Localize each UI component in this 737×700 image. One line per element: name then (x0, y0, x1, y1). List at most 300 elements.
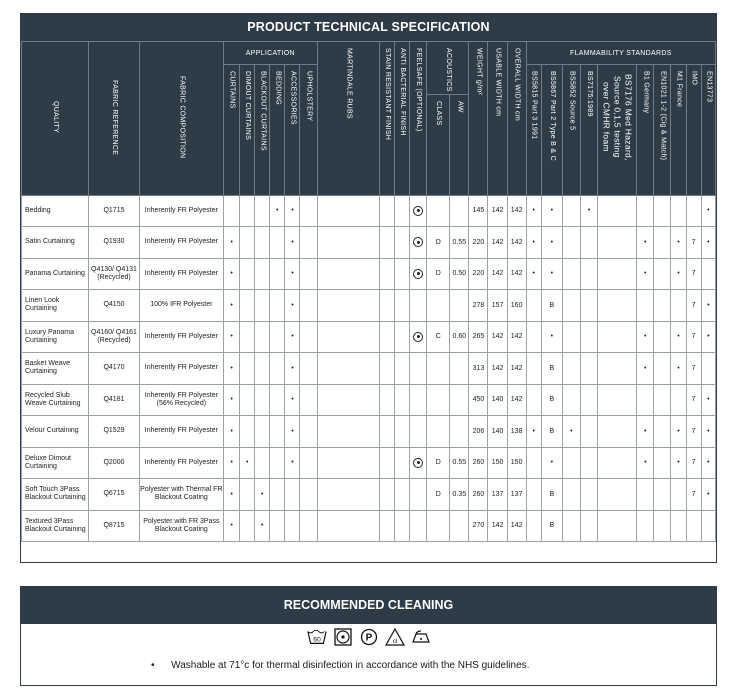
application-cell (255, 447, 270, 479)
flammability-cell: • (526, 195, 541, 227)
flammability-cell (562, 321, 580, 353)
flammability-cell: • (580, 195, 597, 227)
fabric-composition-cell: Inherently FR Polyester (139, 416, 223, 448)
flammability-cell: • (701, 479, 715, 511)
acoustic-class-cell (427, 353, 450, 385)
fabric-composition-cell: Inherently FR Polyester (139, 321, 223, 353)
fabric-composition-cell: 100% IFR Polyester (139, 290, 223, 322)
application-cell (300, 321, 317, 353)
flammability-cell: 7 (686, 321, 701, 353)
flammability-cell (637, 195, 654, 227)
flammability-cell (580, 447, 597, 479)
header-app-bedding: BEDDING (270, 65, 285, 196)
antibac-cell (395, 290, 410, 322)
table-row (22, 258, 716, 290)
weight-cell: 220 (469, 227, 488, 259)
flammability-cell (686, 195, 701, 227)
flammability-cell (654, 227, 671, 259)
header-flam-bs7175: BS7175:1989 (580, 65, 597, 196)
flammability-cell (598, 195, 637, 227)
application-cell (240, 353, 255, 385)
flammability-cell: • (541, 258, 562, 290)
table-row (22, 321, 716, 353)
header-flam-m1: M1 France (671, 65, 686, 196)
table-row (22, 195, 716, 227)
flammability-cell (562, 510, 580, 542)
weight-cell: 260 (469, 479, 488, 511)
header-class: CLASS (427, 94, 450, 195)
flammability-cell (671, 384, 686, 416)
stain-cell (379, 510, 394, 542)
application-cell: • (285, 258, 300, 290)
weight-cell: 260 (469, 447, 488, 479)
flammability-cell (526, 321, 541, 353)
product-spec-panel (20, 13, 717, 563)
usable-width-cell: 157 (488, 290, 507, 322)
application-cell: • (224, 321, 240, 353)
flammability-cell: B (541, 510, 562, 542)
application-cell: • (224, 384, 240, 416)
flammability-cell: B (541, 479, 562, 511)
header-flam-en1021: EN1021 1-2 (Cig & Match) (654, 65, 671, 196)
application-cell (240, 384, 255, 416)
stain-cell (379, 321, 394, 353)
flammability-cell (671, 479, 686, 511)
flammability-cell: • (637, 447, 654, 479)
application-cell (240, 321, 255, 353)
dry-clean-icon (359, 627, 379, 647)
fabric-composition-cell: Inherently FR Polyester (139, 195, 223, 227)
antibac-cell (395, 384, 410, 416)
flammability-cell: • (637, 416, 654, 448)
application-cell: • (285, 416, 300, 448)
application-cell: • (285, 321, 300, 353)
flammability-cell (654, 290, 671, 322)
stain-cell (379, 258, 394, 290)
flammability-cell (526, 447, 541, 479)
flammability-cell: • (562, 416, 580, 448)
flammability-cell (637, 479, 654, 511)
overall-width-cell: 142 (507, 353, 526, 385)
flammability-cell (598, 510, 637, 542)
application-cell: • (224, 447, 240, 479)
application-cell (300, 353, 317, 385)
martindale-cell (317, 510, 379, 542)
flammability-cell: • (701, 447, 715, 479)
acoustic-aw-cell: 0.50 (450, 258, 469, 290)
flammability-cell: • (701, 227, 715, 259)
header-app-upholstery: UPHOLSTERY (300, 65, 317, 196)
antibac-cell (395, 195, 410, 227)
acoustic-class-cell (427, 510, 450, 542)
overall-width-cell: 142 (507, 321, 526, 353)
fabric-reference-cell: Q1930 (89, 227, 139, 259)
stain-cell (379, 227, 394, 259)
cleaning-note-text: Washable at 71°c for thermal disinfection in accordance with the NHS guidelines. (171, 660, 530, 671)
usable-width-cell: 142 (488, 353, 507, 385)
flammability-cell: 7 (686, 258, 701, 290)
table-row (22, 479, 716, 511)
application-cell (270, 227, 285, 259)
application-cell (270, 510, 285, 542)
flammability-cell: 7 (686, 384, 701, 416)
weight-cell: 265 (469, 321, 488, 353)
table-row (22, 416, 716, 448)
header-flam-b1: B1 Germany (637, 65, 654, 196)
header-quality: QUALITY (22, 42, 89, 196)
flammability-cell (562, 479, 580, 511)
application-cell (240, 258, 255, 290)
flammability-cell (654, 510, 671, 542)
spec-body (22, 195, 716, 542)
martindale-cell (317, 416, 379, 448)
table-row (22, 353, 716, 385)
martindale-cell (317, 447, 379, 479)
application-cell: • (285, 447, 300, 479)
flammability-cell: • (671, 227, 686, 259)
acoustic-aw-cell: 0.35 (450, 479, 469, 511)
feelsafe-cell (410, 290, 427, 322)
acoustic-class-cell: D (427, 227, 450, 259)
flammability-cell: • (526, 416, 541, 448)
flammability-cell (526, 479, 541, 511)
acoustic-class-cell (427, 195, 450, 227)
application-cell (300, 258, 317, 290)
quality-cell: Linen Look Curtaining (22, 290, 89, 322)
header-application: APPLICATION (224, 42, 318, 65)
flammability-cell (562, 258, 580, 290)
application-cell (240, 195, 255, 227)
acoustic-class-cell: D (427, 258, 450, 290)
fabric-composition-cell: Inherently FR Polyester (139, 353, 223, 385)
feelsafe-icon (413, 206, 423, 216)
overall-width-cell: 137 (507, 479, 526, 511)
application-cell (255, 227, 270, 259)
weight-cell: 313 (469, 353, 488, 385)
header-martindale: MARTINDALE RUBS (317, 42, 379, 196)
application-cell (255, 353, 270, 385)
feelsafe-cell (410, 227, 427, 259)
usable-width-cell: 137 (488, 479, 507, 511)
flammability-cell (654, 258, 671, 290)
flammability-cell (598, 479, 637, 511)
fabric-reference-cell: Q4170 (89, 353, 139, 385)
spec-table (21, 41, 716, 542)
flammability-cell (654, 195, 671, 227)
flammability-cell (562, 195, 580, 227)
application-cell (255, 258, 270, 290)
flammability-cell (580, 321, 597, 353)
table-row (22, 510, 716, 542)
usable-width-cell: 142 (488, 258, 507, 290)
flammability-cell (654, 321, 671, 353)
flammability-cell: 7 (686, 227, 701, 259)
flammability-cell (580, 258, 597, 290)
fabric-reference-cell: Q2000 (89, 447, 139, 479)
feelsafe-cell (410, 384, 427, 416)
recommended-cleaning-panel (20, 586, 717, 686)
quality-cell: Satin Curtaining (22, 227, 89, 259)
acoustic-class-cell (427, 384, 450, 416)
application-cell: • (224, 258, 240, 290)
application-cell: • (270, 195, 285, 227)
weight-cell: 206 (469, 416, 488, 448)
overall-width-cell: 142 (507, 258, 526, 290)
antibac-cell (395, 479, 410, 511)
application-cell (300, 479, 317, 511)
header-app-curtains: CURTAINS (224, 65, 240, 196)
flammability-cell: • (637, 258, 654, 290)
acoustic-aw-cell: 0.55 (450, 447, 469, 479)
acoustic-aw-cell (450, 416, 469, 448)
fabric-composition-cell: Polyester with FR 3Pass Blackout Coating (139, 510, 223, 542)
flammability-cell: • (701, 290, 715, 322)
overall-width-cell: 150 (507, 447, 526, 479)
flammability-cell (701, 258, 715, 290)
flammability-cell (562, 290, 580, 322)
application-cell (224, 195, 240, 227)
flammability-cell (671, 195, 686, 227)
application-cell: • (240, 447, 255, 479)
stain-cell (379, 384, 394, 416)
flammability-cell (598, 447, 637, 479)
stain-cell (379, 353, 394, 385)
application-cell (270, 384, 285, 416)
fabric-composition-cell: Inherently FR Polyester (139, 258, 223, 290)
flammability-cell: • (541, 227, 562, 259)
flammability-cell (598, 290, 637, 322)
quality-cell: Luxury Panama Curtaining (22, 321, 89, 353)
flammability-cell (598, 384, 637, 416)
fabric-reference-cell: Q4181 (89, 384, 139, 416)
application-cell: • (285, 384, 300, 416)
overall-width-cell: 160 (507, 290, 526, 322)
acoustic-aw-cell (450, 510, 469, 542)
table-row (22, 290, 716, 322)
application-cell (255, 384, 270, 416)
flammability-cell: • (541, 447, 562, 479)
overall-width-cell: 138 (507, 416, 526, 448)
usable-width-cell: 142 (488, 510, 507, 542)
header-aw: AW (450, 94, 469, 195)
application-cell: • (224, 227, 240, 259)
feelsafe-cell (410, 479, 427, 511)
flammability-cell (654, 447, 671, 479)
quality-cell: Basket Weave Curtaining (22, 353, 89, 385)
flammability-cell (526, 290, 541, 322)
usable-width-cell: 140 (488, 416, 507, 448)
header-weight: WEIGHT g/m² (469, 42, 488, 196)
header-usable-width: USABLE WIDTH cm (488, 42, 507, 196)
application-cell (270, 447, 285, 479)
usable-width-cell: 142 (488, 195, 507, 227)
care-icons (21, 627, 716, 647)
application-cell (300, 290, 317, 322)
flammability-cell (580, 384, 597, 416)
application-cell: • (224, 479, 240, 511)
header-flam-imo: IMO (686, 65, 701, 196)
acoustic-class-cell (427, 416, 450, 448)
header-flam-bs7176: BS7176 Med Hazard, Source 0,1,5 testing over CMHR foam (598, 65, 637, 196)
acoustic-aw-cell (450, 195, 469, 227)
application-cell (255, 290, 270, 322)
header-flammability: FLAMMABILITY STANDARDS (526, 42, 715, 65)
feelsafe-cell (410, 510, 427, 542)
stain-cell (379, 447, 394, 479)
feelsafe-cell (410, 195, 427, 227)
flammability-cell (701, 510, 715, 542)
feelsafe-icon (413, 237, 423, 247)
flammability-cell (562, 447, 580, 479)
feelsafe-icon (413, 332, 423, 342)
flammability-cell (671, 290, 686, 322)
martindale-cell (317, 479, 379, 511)
feelsafe-icon (413, 458, 423, 468)
application-cell (285, 479, 300, 511)
application-cell (240, 479, 255, 511)
application-cell: • (285, 353, 300, 385)
application-cell (240, 510, 255, 542)
stain-cell (379, 290, 394, 322)
application-cell: • (224, 416, 240, 448)
overall-width-cell: 142 (507, 510, 526, 542)
stain-cell (379, 479, 394, 511)
flammability-cell: 7 (686, 353, 701, 385)
application-cell (240, 227, 255, 259)
header-flam-bs5852: BS5852 Source 5 (562, 65, 580, 196)
flammability-cell: • (526, 258, 541, 290)
application-cell (300, 227, 317, 259)
flammability-cell: • (701, 195, 715, 227)
application-cell: • (224, 353, 240, 385)
acoustic-aw-cell (450, 384, 469, 416)
flammability-cell (580, 479, 597, 511)
flammability-cell: B (541, 290, 562, 322)
application-cell (285, 510, 300, 542)
tumble-dry-icon (333, 627, 353, 647)
usable-width-cell: 142 (488, 321, 507, 353)
acoustic-aw-cell: 0.55 (450, 227, 469, 259)
flammability-cell (637, 384, 654, 416)
overall-width-cell: 142 (507, 227, 526, 259)
flammability-cell: • (637, 353, 654, 385)
fabric-reference-cell: Q4150 (89, 290, 139, 322)
fabric-reference-cell: Q8715 (89, 510, 139, 542)
antibac-cell (395, 510, 410, 542)
header-app-blackout: BLACKOUT CURTAINS (255, 65, 270, 196)
antibac-cell (395, 416, 410, 448)
application-cell: • (255, 510, 270, 542)
application-cell (270, 353, 285, 385)
martindale-cell (317, 290, 379, 322)
usable-width-cell: 142 (488, 227, 507, 259)
acoustic-aw-cell (450, 353, 469, 385)
fabric-reference-cell: Q6715 (89, 479, 139, 511)
flammability-cell (598, 321, 637, 353)
flammability-cell: • (701, 384, 715, 416)
weight-cell: 270 (469, 510, 488, 542)
martindale-cell (317, 384, 379, 416)
fabric-reference-cell: Q4160/ Q4161 (Recycled) (89, 321, 139, 353)
application-cell (255, 416, 270, 448)
flammability-cell (562, 353, 580, 385)
quality-cell: Textured 3Pass Blackout Curtaining (22, 510, 89, 542)
application-cell (255, 195, 270, 227)
acoustic-class-cell: D (427, 447, 450, 479)
iron-icon (411, 627, 431, 647)
flammability-cell: 7 (686, 416, 701, 448)
svg-text:60: 60 (312, 636, 321, 644)
feelsafe-cell (410, 447, 427, 479)
application-cell (270, 290, 285, 322)
flammability-cell: • (671, 447, 686, 479)
martindale-cell (317, 321, 379, 353)
flammability-cell (526, 510, 541, 542)
flammability-cell: • (671, 258, 686, 290)
flammability-cell (526, 353, 541, 385)
flammability-cell (580, 510, 597, 542)
acoustic-aw-cell (450, 290, 469, 322)
flammability-cell: • (637, 321, 654, 353)
quality-cell: Velour Curtaining (22, 416, 89, 448)
feelsafe-cell (410, 416, 427, 448)
bleach-icon (385, 627, 405, 647)
header-feelsafe: FEELSAFE (OPTIONAL) (410, 42, 427, 196)
flammability-cell: • (671, 416, 686, 448)
application-cell (240, 290, 255, 322)
application-cell: • (255, 479, 270, 511)
flammability-cell: • (541, 195, 562, 227)
flammability-cell (598, 258, 637, 290)
header-fabric-reference: FABRIC REFERENCE (89, 42, 139, 196)
application-cell: • (285, 195, 300, 227)
flammability-cell: • (541, 321, 562, 353)
header-app-accessories: ACCESSORIES (285, 65, 300, 196)
flammability-cell (654, 416, 671, 448)
fabric-reference-cell: Q1715 (89, 195, 139, 227)
wash-60-icon (307, 627, 327, 647)
flammability-cell (701, 353, 715, 385)
flammability-cell: 7 (686, 290, 701, 322)
header-acoustics: ACOUSTICS (427, 42, 469, 95)
flammability-cell (580, 353, 597, 385)
flammability-cell: • (701, 416, 715, 448)
flammability-cell (580, 290, 597, 322)
cleaning-title: RECOMMENDED CLEANING (21, 587, 716, 624)
flammability-cell (686, 510, 701, 542)
flammability-cell (654, 384, 671, 416)
table-row (22, 227, 716, 259)
martindale-cell (317, 258, 379, 290)
usable-width-cell: 150 (488, 447, 507, 479)
flammability-cell (562, 227, 580, 259)
flammability-cell: • (671, 353, 686, 385)
application-cell (300, 510, 317, 542)
fabric-reference-cell: Q1529 (89, 416, 139, 448)
flammability-cell (671, 510, 686, 542)
antibac-cell (395, 258, 410, 290)
quality-cell: Panama Curtaining (22, 258, 89, 290)
flammability-cell: • (701, 321, 715, 353)
martindale-cell (317, 195, 379, 227)
flammability-cell: B (541, 353, 562, 385)
overall-width-cell: 142 (507, 384, 526, 416)
application-cell: • (285, 290, 300, 322)
application-cell (270, 321, 285, 353)
application-cell (300, 195, 317, 227)
svg-text:P: P (365, 632, 372, 644)
acoustic-class-cell: C (427, 321, 450, 353)
